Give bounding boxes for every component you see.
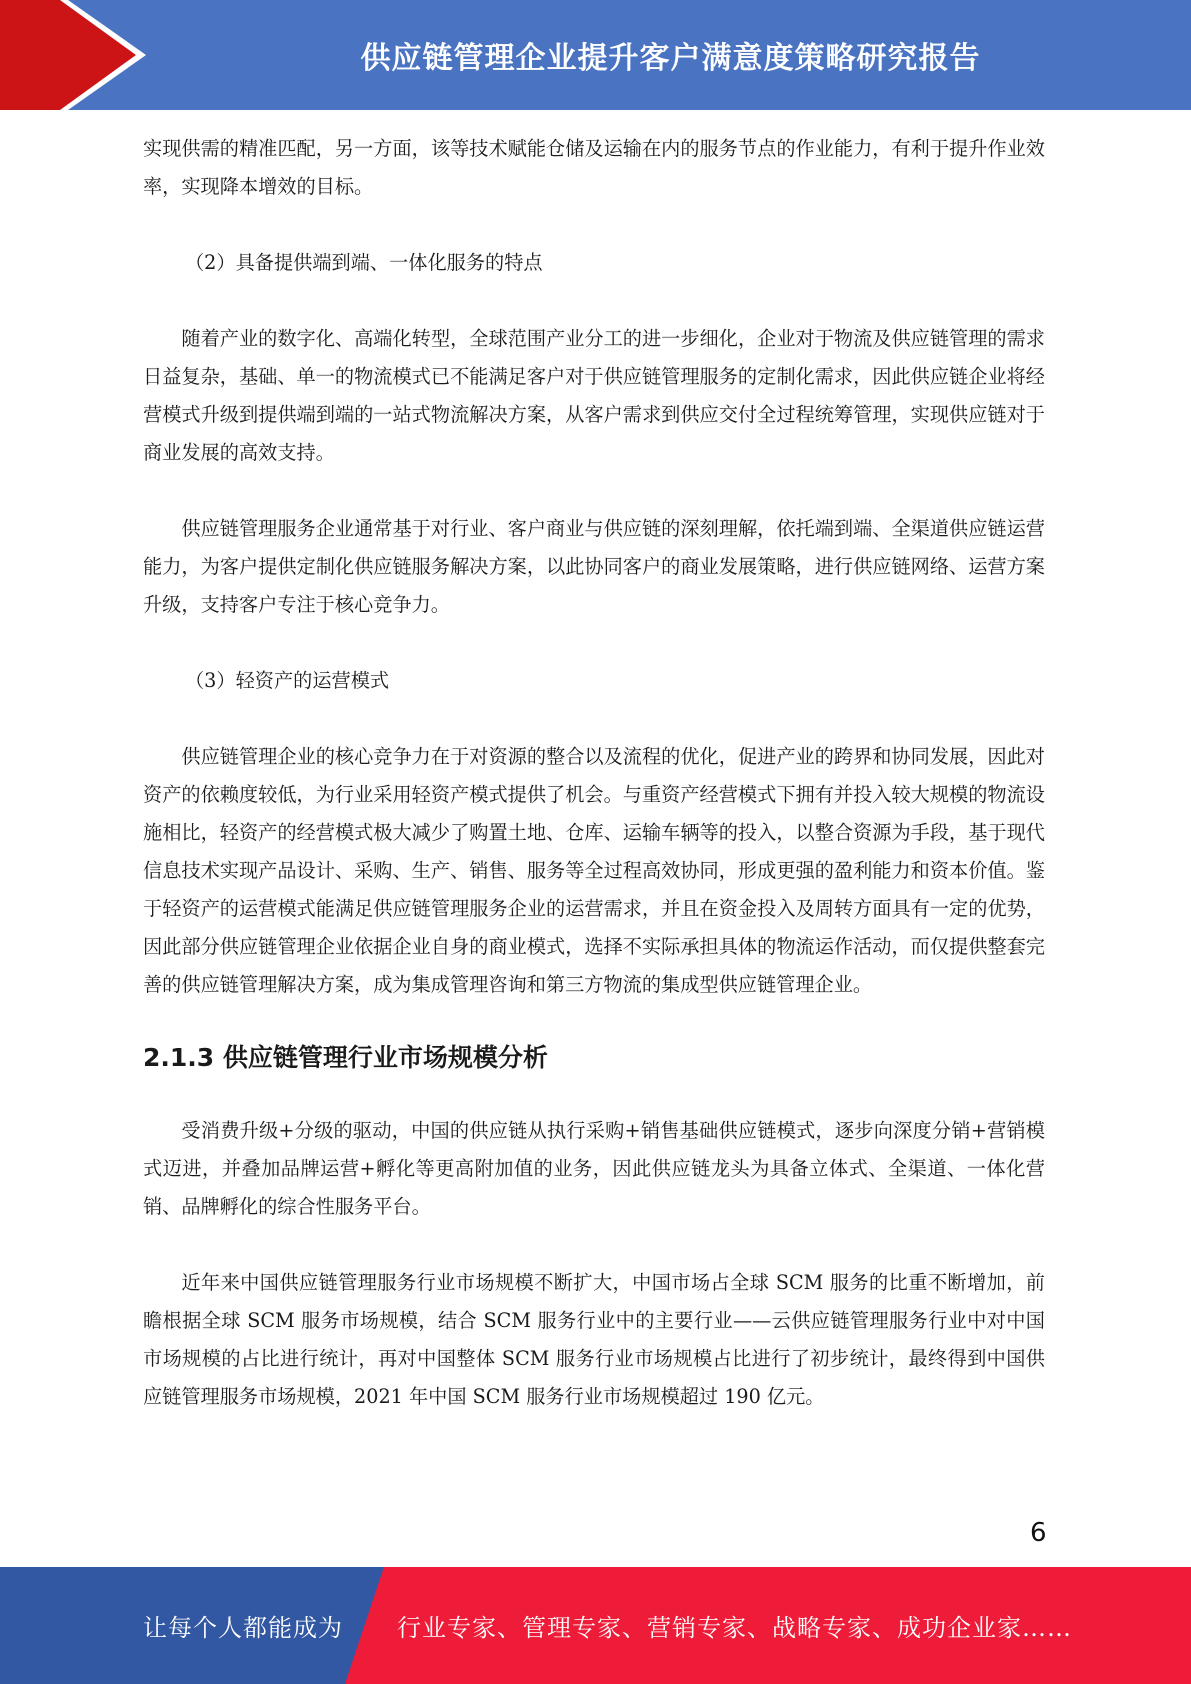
header-arrow-decoration [0, 0, 160, 110]
page-header [0, 0, 1191, 110]
header-title: 供应链管理企业提升客户满意度策略研究报告 [360, 41, 981, 76]
footer-slogan-right: 行业专家、管理专家、营销专家、战略专家、成功企业家…… [397, 1614, 1072, 1642]
subheading-end-to-end: （2）具备提供端到端、一体化服务的特点 [185, 251, 543, 274]
paragraph-asset-light: 供应链管理企业的核心竞争力在于对资源的整合以及流程的优化，促进产业的跨界和协同发展，因此对资产的依赖度较低，为行业采用轻资产模式提供了机会。与重资产经营模式下拥有并投入较大规模的物流设施相比，轻资产的经营模式极大减少了购置土地、仓库、运输车辆等的投入，以整合资源为手段，基于现代信息技术实现产品设计、采购、生产、销售、服务等全过程高效协同，形成更强的盈利能力和资本价值。鉴于轻资产的运营模式能满足供应链管理服务企业的运营需求，并且在资金投入及周转方面具有一定的优势，因此部分供应链管理企业依据企业自身的商业模式，选择不实际承担具体的物流运作活动，而仅提供整套完善的供应链管理解决方案，成为集成管理咨询和第三方物流的集成型供应链管理企业。 [143, 745, 1045, 996]
subheading-asset-light: （3）轻资产的运营模式 [185, 669, 390, 692]
section-heading-market-size: 2.1.3 供应链管理行业市场规模分析 [143, 1043, 548, 1072]
paragraph-continued: 实现供需的精准匹配，另一方面，该等技术赋能仓储及运输在内的服务节点的作业能力，有利于提升作业效率，实现降本增效的目标。 [143, 137, 1045, 198]
paragraph-market-size: 近年来中国供应链管理服务行业市场规模不断扩大，中国市场占全球 SCM 服务的比重不断增加，前瞻根据全球 SCM 服务市场规模，结合 SCM 服务行业中的主要行业——云供应链管理服务行业中对中国市场规模的占比进行统计，再对中国整体 SCM 服务行业市场规模占比进行了初步统计，最终得到中国供应链管理服务市场规模，2021 年中国 SCM 服务行业市场规模超过 190 亿元。 [143, 1271, 1045, 1408]
paragraph-end-to-end-2: 供应链管理服务企业通常基于对行业、客户商业与供应链的深刻理解，依托端到端、全渠道供应链运营能力，为客户提供定制化供应链服务解决方案，以此协同客户的商业发展策略，进行供应链网络、运营方案升级，支持客户专注于核心竞争力。 [143, 517, 1045, 616]
page-body [143, 130, 1045, 1416]
paragraph-market-drivers: 受消费升级+分级的驱动，中国的供应链从执行采购+销售基础供应链模式，逐步向深度分销+营销模式迈进，并叠加品牌运营+孵化等更高附加值的业务，因此供应链龙头为具备立体式、全渠道、一体化营销、品牌孵化的综合性服务平台。 [143, 1119, 1045, 1218]
page-number: 6 [1030, 1518, 1047, 1548]
paragraph-end-to-end-1: 随着产业的数字化、高端化转型，全球范围产业分工的进一步细化，企业对于物流及供应链管理的需求日益复杂，基础、单一的物流模式已不能满足客户对于供应链管理服务的定制化需求，因此供应链企业将经营模式升级到提供端到端的一站式物流解决方案，从客户需求到供应交付全过程统筹管理，实现供应链对于商业发展的高效支持。 [143, 327, 1045, 464]
footer-slogan-left: 让每个人都能成为 [143, 1614, 343, 1642]
page-footer [0, 1567, 1191, 1684]
